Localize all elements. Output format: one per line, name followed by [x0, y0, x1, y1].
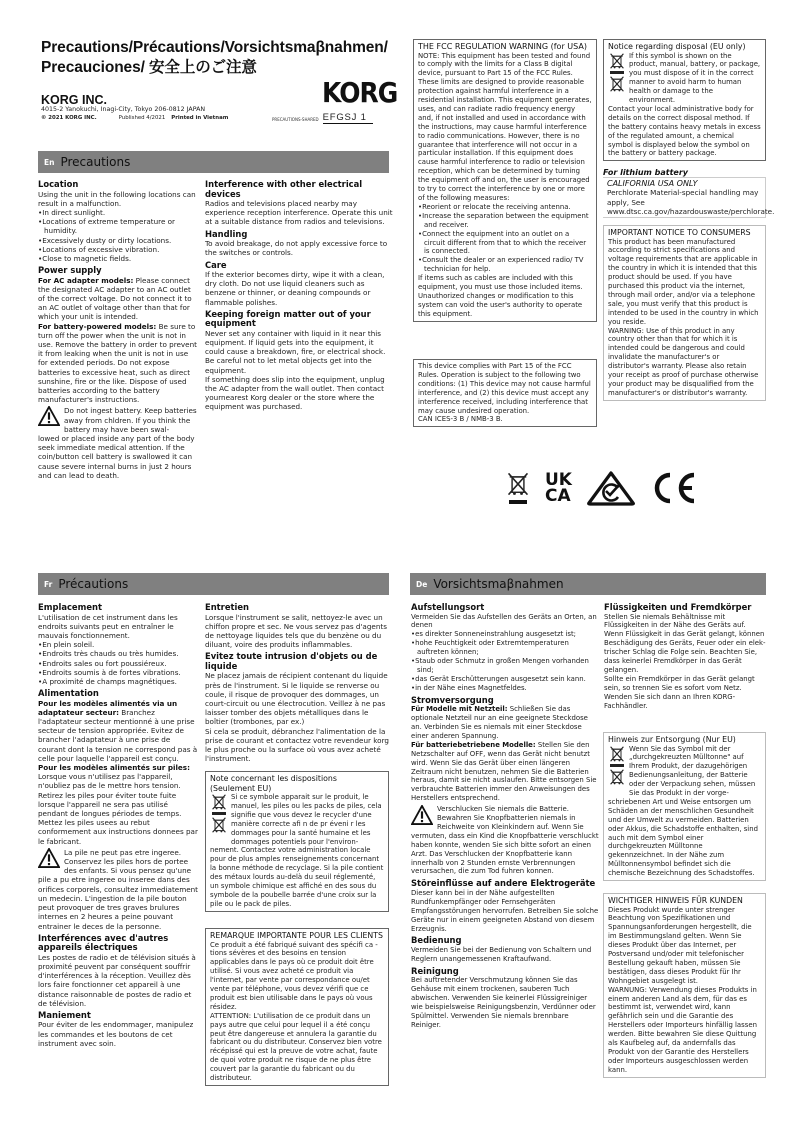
consumers-notice-box: [603, 225, 766, 401]
disposal-text-2: Contact your local administrative body for details on the correct disposal method. If the battery contains heavy metals in excess of the regulated amount, a chemical symbol is displayed below the symbol on the battery or battery package.: [608, 104, 761, 158]
de-battery-label: Für batteriebetriebene Modelle:: [411, 740, 536, 749]
fr-disposal-title: Note concernant les dispositions (Seulement EU): [210, 774, 337, 793]
section-header-en: [38, 151, 389, 173]
fr-battery-body: Lorsque vous n'utilisez pas l'appareil, n'oubliez pas de le mettre hors tension. Retirez les piles pour éviter toute fuite lorsque l'appareil ne sera pas utilisé pendant de longues périodes de temps. Mettez les piles usees au rebut conformement aux instructions donnees par le fabricant.: [38, 772, 198, 846]
compliance-marks: [505, 470, 698, 506]
reinigung-text: Bei auftretender Verschmutzung können Sie das Gehäuse mit einem trockenen, sauberen Tuch abwischen. Verwenden Sie keinerlei Flüssigreiniger wie beispielsweise Reinigungsbenzin, Verdünner oder Spülmittel. Verwenden Sie niemals brennbare Reiniger.: [411, 976, 596, 1029]
fr-clients-text-1: Ce produit a été fabriqué suivant des spécifi ca -tions sévères et des besoins en tension applicables dans le pays où ce produit doit être utilisé. Si vous avez acheté ce produit via l'internet, par vente par correspondance ou/et vente par téléphone, vous devez vérifi que ce produit est bien utilisable dans le pays où vous résidez.: [210, 940, 378, 1011]
fr-clients-text-2: ATTENTION: L'utilisation de ce produit dans un pays autre que celui pour lequel il a été conçu peut être dangereuse et annulera la garantie du fabricant ou du distributeur. Conservez bien votre récépissé qui est la preuve de votre achat, faute de quoi votre produit ne risque de ne plus être couvert par la garantie du fabricant ou du distributeur.: [210, 1011, 382, 1083]
foreign-text-2: If something does slip into the equipment, unplug the AC adapter from the wall outlet. Then contact yournearest Korg dealer or the store where the equipment was purchased.: [205, 374, 385, 412]
list-item: • Consult the dealer or an experienced radio/ TV technician for help.: [418, 256, 592, 274]
de-ac-body: Schließen Sie das optionale Netzteil nur an eine geeignete Steckdose an. Verbinden Sie es niemals mit einer Steckdose einer anderen Spannung.: [411, 705, 588, 740]
printed-in: Printed in Vietnam: [171, 115, 229, 121]
aufstellungsort-text: Vermeiden Sie das Aufstellen des Geräts an Orten, an denen: [411, 612, 597, 630]
de-column-2: [604, 600, 766, 710]
list-item: • es direkter Sonneneinstrahlung ausgesetzt ist;: [411, 630, 599, 639]
fr-ac-text: [38, 699, 198, 763]
fluessigkeiten-text-2: Sollte ein Fremdkörper in das Gerät gelangt sein, so trennen Sie es sofort vom Netz. Wenden Sie sich dann an Ihren KORG-Fachhändler.: [604, 674, 755, 710]
ukca-mark: [545, 472, 572, 504]
fcc-compliance-box: [413, 359, 597, 427]
de-customers-text-2: WARNUNG: Verwendung dieses Produkts in einem anderen Land als dem, für das es bestimmt ist, verwendet wird, kann gefährlich sein und die Garantie des Herstellers oder Importeurs hinfällig lassen werden. Bitte bewahren Sie diese Quittung als Kaufbeleg auf, da andernfalls das Produkt von der Garantie des Herstellers oder Importeurs ausgeschlossen werden kann.: [608, 985, 757, 1074]
section-title-fr: Précautions: [58, 577, 129, 591]
fcc-warning-box: [413, 39, 597, 322]
eu-disposal-box: [603, 39, 766, 161]
entretien-text: Lorsque l'instrument se salit, nettoyez-le avec un chiffon propre et sec. Ne vous servez pas d'agents de nettoyage liquides tels que du benzène ou du diluant, voire des produits inflammables.: [205, 612, 387, 650]
intrusion-text-2: Si cela se produit, débranchez l'alimentation de la prise de courant et contactez votre revendeur korg le plus proche ou la surface où vous avez acheté l'instrument.: [205, 726, 389, 764]
ac-adapter-text: [38, 276, 198, 322]
de-customers-text-1: Dieses Produkt wurde unter strenger Beachtung von Spezifikationen und Spannungsanforderungen hergestellt, die im Bestimmungsland gelten. Wenn Sie dieses Produkt über das Internet, per Postversand und/oder mit telefonischer Bestellung gekauft haben, müssen Sie bestätigen, dass dieses Produkt für Ihr Wohngebiet ausgelegt ist.: [608, 905, 752, 985]
fcc-text: NOTE: This equipment has been tested and found to comply with the limits for a Class B digital device, pursuant to Part 15 of the FCC Rules. These limits are designed to provide reasonable protection against harmful interference in a residential installation. This equipment generates, uses, and can radiate radio frequency energy and, if not installed and used in accordance with the instructions, may cause harmful interference to radio communications. However, there is no guarantee that interference will not occur in a particular installation. If this equipment does cause harmful interference to radio or television reception, which can be determined by turning the equipment off and on, the user is encouraged to try to correct the interference by one or more of the following measures:: [418, 51, 592, 202]
fr-interference-text: Les postes de radio et de télévision situés à proximité peuvent par conséquent souffrir d'interférences à la réception. Veuillez dès lors faire fonctionner cet appareil à une distance raisonnable de postes de radio et de télévision.: [38, 952, 196, 1008]
fr-column-1: [38, 600, 198, 1048]
location-list: [38, 208, 198, 263]
en-column-2: [205, 177, 393, 412]
title-line-1: Precautions/Précautions/Vorsichtsmaβnahmen/: [41, 39, 388, 56]
korg-logo: KORG: [322, 76, 398, 109]
location-text: Using the unit in the following locations can result in a malfunction.: [38, 189, 196, 208]
weee-bin-icon: [505, 471, 531, 505]
fr-clients-box: [205, 928, 389, 1086]
crossed-bin-icon: [609, 745, 625, 763]
warning-text-2: lowed or placed inside any part of the body seek immediate medical attention. If the coin/button cell battery is swallowed it can cause severe internal burns in just 2 hours and can lead to death.: [38, 434, 195, 480]
fr-battery-label: Pour les modèles alimentés sur piles:: [38, 763, 190, 773]
section-header-fr: [38, 573, 389, 595]
heading-power-supply: Power supply: [38, 265, 102, 276]
lithium-section: [603, 168, 775, 218]
list-item: • in der Nähe eines Magnetfeldes.: [411, 684, 599, 693]
list-item: • Excessively dusty or dirty locations.: [38, 236, 198, 245]
heading-location: Location: [38, 179, 79, 189]
heading-reinigung: Reinigung: [411, 965, 459, 976]
foreign-text-1: Never set any container with liquid in it near this equipment. If liquid gets into the equipment, it could cause a breakdown, fire, or electrical shock. Be careful not to let metal objects get into the equipment.: [205, 328, 386, 375]
company-address: 4015-2 Yanokuchi, Inagi-City, Tokyo 206-0812 JAPAN: [41, 106, 206, 113]
heading-emplacement: Emplacement: [38, 602, 102, 612]
disposal-symbols: [608, 745, 626, 798]
fr-battery-text: [38, 763, 198, 846]
fr-battery-warning: [38, 848, 198, 876]
doc-code-value: EFGSJ 1: [323, 112, 373, 124]
publication-info: [41, 115, 228, 121]
battery-body: Be sure to turn off the power when the unit is not in use. Remove the battery in order to prevent it from leaking when the unit is not in use for extended periods. Do not expose batteries to excessive heat, such as direct sunshine, fire or the like. Dispose of used batteries according to the battery manufacturer's instructions.: [38, 321, 197, 405]
emplacement-text: L'utilisation de cet instrument dans les endroits suivants peut en entraîner le mauvais fonctionnement.: [38, 612, 178, 640]
fr-column-2: [205, 600, 393, 763]
heading-foreign-matter: Keeping foreign matter out of your equipment: [205, 308, 371, 329]
bedienung-text: Vermeiden Sie bei der Bedienung von Schaltern und Reglern unangemessenen Kraftaufwand.: [411, 945, 592, 963]
document-title: [41, 38, 388, 78]
list-item: • A proximité de champs magnétiques.: [38, 677, 198, 686]
fluessigkeiten-text-1: Stellen Sie niemals Behältnisse mit Flüssigkeiten in der Nähe des Geräts auf. Wenn Flüssigkeit in das Gerät gelangt, können Beschädigung des Geräts, Feuer oder ein elek-trischer Schlag die Folge sein. Beachten Sie, dass keinerlei Fremdkörper in das Gerät gelangen.: [604, 612, 766, 674]
list-item: • Increase the separation between the equipment and receiver.: [418, 212, 592, 230]
lang-tag-de: De: [416, 579, 428, 589]
crossed-bin-icon: [211, 793, 227, 811]
de-disposal-text-1: Wenn Sie das Symbol mit der „durchgekreuzten Mülltonne" auf Ihrem Produkt, der dazugehörigen Bedienungsanleitung, der Batterie oder der Verpackung sehen, müssen Sie das Produkt in der vorge-: [629, 744, 756, 798]
maniement-text: Pour éviter de les endommager, manipulez les commandes et les boutons de cet instrument avec soin.: [38, 1020, 194, 1048]
interference-text: Radios and televisions placed nearby may experience reception interference. Operate this unit at a suitable distance from radios and televisions.: [205, 199, 393, 227]
consumers-text-1: This product has been manufactured according to strict specifications and voltage requirements that are applicable in the country in which it is intended that this product should be used. If you have purchased this product via the internet, through mail order, and/or via a telephone sale, you must verify that this product is intended to be used in the country in which you reside.: [608, 237, 759, 326]
section-header-de: [410, 573, 766, 595]
fr-ac-body: Branchez l'adaptateur secteur mentionné à une prise secteur de tension appropriée. Evitez de brancher l'adaptateur à une prise de courant dont la tension ne correspond pas à celle pour laquelle l'appareil est conçu.: [38, 707, 198, 763]
california-box: [603, 177, 775, 218]
heading-intrusion: Evitez toute intrusion d'objets ou de liquide: [205, 651, 378, 671]
care-text: If the exterior becomes dirty, wipe it with a clean, dry cloth. Do not use liquid cleaners such as benzene or thinner, or deaning compounds or flammable polishes.: [205, 270, 385, 307]
list-item: • Endroits très chauds ou très humides.: [38, 649, 198, 658]
stoereinfluesse-text: Dieser kann bei in der Nähe aufgestellten Rundfunkempfänger oder Fernsehgeräten Empfangsstörungen hervorrufen. Betreiben Sie solche Geräte nur in einem geeigneten Abstand von diesem Erzeugnis.: [411, 888, 599, 933]
list-item: • Staub oder Schmutz in großen Mengen vorhanden sind;: [411, 657, 599, 675]
california-title: CALIFORNIA USA ONLY: [607, 179, 698, 189]
crossed-bin-icon: [609, 75, 625, 93]
published-date: Published 4/2021: [118, 115, 166, 121]
de-ac-label: Für Modelle mit Netzteil:: [411, 705, 508, 714]
lithium-title: For lithium battery: [603, 168, 688, 177]
rcm-mark-icon: [586, 470, 636, 506]
bar-icon: [212, 812, 226, 815]
de-battery-body: Stellen Sie den Netzschalter auf OFF, wenn das Gerät nicht benutzt wird. Wenn Sie das Gerät über einen längeren Zeitraum nicht benutzen, nehmen Sie die Batterien heraus, damit sie nicht auslaufen. Bitte entsorgen Sie verbrauchte Batterien immer den Anweisungen des Herstellers entsprechend.: [411, 740, 597, 803]
consumers-text-2: WARNING: Use of this product in any country other than that for which it is intended could be dangerous and could invalidate the manufacturer's or distributor's warranty. Please also retain your receipt as proof of purchase otherwise your product may be disqualified from the manufacturer's or distributor's warranty.: [608, 326, 759, 397]
ac-label: For AC adapter models:: [38, 275, 134, 285]
de-customers-title: WICHTIGER HINWEIS FÜR KUNDEN: [608, 896, 743, 905]
ices-text: CAN ICES-3 B / NMB-3 B.: [418, 415, 503, 424]
ce-mark-icon: [650, 471, 698, 505]
heading-alimentation: Alimentation: [38, 688, 99, 699]
fr-disposal-row: [210, 793, 384, 846]
list-item: • Endroits soumis à de fortes vibrations.: [38, 668, 198, 677]
perchlorate-text: Perchlorate Material-special handling may apply, See www.dtsc.ca.gov/hazardouswaste/perchlorate.: [607, 188, 775, 216]
warning-triangle-icon: [38, 406, 60, 426]
fr-warning-text-2: pile a pu etre ingeree ou inseree dans des orifices corporels, consultez immediatement un medecin. L'ingestion de la pile bouton peut provoquer de tres graves brulures internes en 2 heures a peine pouvant entrainer le deces de la personne.: [38, 875, 198, 931]
list-item: • Reorient or relocate the receiving antenna.: [418, 203, 592, 212]
de-battery-warning: [411, 805, 599, 832]
disposal-symbols: [608, 52, 626, 105]
handling-text: To avoid breakage, do not apply excessive force to the switches or controls.: [205, 239, 388, 258]
fcc-measures: [418, 203, 592, 274]
emplacement-list: [38, 640, 198, 686]
de-warning-text-1: Verschlucken Sie niemals die Batterie. Bewahren Sie Knopfbatterien niemals in Reichweite von Kleinkindern auf. Wenn Sie: [437, 805, 584, 831]
section-title-en: Precautions: [60, 155, 131, 169]
aufstellungsort-list: [411, 630, 599, 692]
copyright: © 2021 KORG INC.: [41, 115, 97, 121]
heading-interference: Interference with other electrical devices: [205, 179, 363, 199]
heading-interferences: Interférences avec d'autres appareils électriques: [38, 932, 169, 953]
warning-text-1: Do not ingest battery. Keep batteries away from chldren. If you think the battery may have been swal-: [64, 406, 197, 434]
california-content: [603, 178, 778, 217]
battery-text: [38, 322, 198, 405]
battery-warning: [38, 406, 198, 434]
warning-triangle-icon: [38, 848, 60, 868]
fr-ac-label: Pour les modèles alimentés via un adaptateur secteur:: [38, 698, 178, 717]
fcc-compliance-text: This device complies with Part 15 of the FCC Rules. Operation is subject to the following two conditions: (1) This device may not cause harmful interference, and (2) this device must accept any interference received, including interference that may cause undesired operation.: [418, 362, 591, 415]
lang-tag-fr: Fr: [44, 579, 53, 589]
fcc-cables-text: If items such as cables are included with this equipment, you must use those included items.: [418, 274, 583, 292]
heading-stromversorgung: Stromversorgung: [411, 694, 494, 705]
disposal-symbols: [210, 793, 228, 846]
title-line-2: Precauciones/ 安全上のご注意: [41, 59, 257, 76]
list-item: • Locations of excessive vibration.: [38, 245, 198, 254]
heading-care: Care: [205, 259, 227, 270]
heading-maniement: Maniement: [38, 1009, 91, 1020]
bar-icon: [610, 764, 624, 767]
disposal-text-1: If this symbol is shown on the product, manual, battery, or package, you must dispose of it in the correct manner to avoid harm to human health or damage to the environment.: [629, 51, 761, 105]
heading-fluessigkeiten: Flüssigkeiten und Fremdkörper: [604, 602, 752, 612]
de-disposal-title: Hinweis zur Entsorgung (Nur EU): [608, 735, 736, 744]
de-disposal-text-2: schriebenen Art und Weise entsorgen um Schäden an der menschlichen Gesundheit und der Umwelt zu vermeiden. Batterien oder Akkus, die Schadstoffe enthalten, sind auch mit dem Symbol einer durchgekreuzten Mülltonne gekennzeichnet. In der Nähe zum Mülltonnensymbol befindet sich die chemische Bezeichnung des Schadstoffes.: [608, 797, 758, 878]
warning-triangle-icon: [411, 805, 433, 825]
list-item: • Endroits sales ou fort poussiéreux.: [38, 659, 198, 668]
doc-code-label: PRECAUTIONS-SHARED: [272, 117, 319, 122]
list-item: • Close to magnetic fields.: [38, 254, 198, 263]
consumers-title: IMPORTANT NOTICE TO CONSUMERS: [608, 228, 751, 237]
fr-disposal-text-1: Si ce symbole apparait sur le produit, le manuel, les piles ou les packs de piles, cela signifie que vous devez le recycler d'une manière correcte afi n de pr éveni r les dommages pour la santé humaine et les dommages potentiels pour l'environ-: [231, 793, 382, 846]
section-title-de: Vorsichtsmaβnahmen: [433, 577, 564, 591]
fr-warning-text-1: La pile ne peut pas etre ingeree. Conservez les piles hors de portee des enfants. Si vous pensez qu'une: [64, 847, 192, 876]
de-warning-text-2: vermuten, dass ein Kind die Knopfbatterie verschluckt haben konnte, wenden Sie sich bitte sofort an einen Arzt. Das Verschlucken der Knopfbatterie kann innerhalb von 2 Stunden ernste Verbrennungen verursachen, die zum Tod fuhren konnen.: [411, 831, 599, 876]
fr-disposal-box: [205, 771, 389, 912]
de-disposal-row: [608, 745, 761, 798]
heading-entretien: Entretien: [205, 602, 250, 612]
ukca-line-2: CA: [545, 486, 571, 506]
intrusion-text-1: Ne placez jamais de récipient contenant du liquide près de l'instrument. Si le liquide se renverse ou coule, il risque de provoquer des dommages, un court-circuit ou une électrocution. Veillez à ne pas laisser tomber des objets métalliques dans le boîtier (trombones, par ex.): [205, 671, 388, 727]
list-item: • En plein soleil.: [38, 640, 198, 649]
list-item: • In direct sunlight.: [38, 208, 198, 217]
heading-stoereinfluesse: Störeinflüsse auf andere Elektrogeräte: [411, 878, 596, 889]
battery-label: For battery-powered models:: [38, 321, 157, 331]
ukca-line-1: UK: [545, 470, 572, 490]
lang-tag-en: En: [44, 157, 55, 167]
company-name: KORG INC.: [41, 93, 107, 107]
crossed-bin-icon: [609, 52, 625, 70]
eu-disposal-title: Notice regarding disposal (EU only): [608, 42, 746, 51]
en-column-1: [38, 177, 198, 480]
crossed-bin-icon: [211, 816, 227, 834]
list-item: • hohe Feuchtigkeit oder Extremtemperaturen auftreten können;: [411, 639, 599, 657]
crossed-bin-icon: [609, 768, 625, 786]
heading-aufstellungsort: Aufstellungsort: [411, 602, 485, 612]
fcc-unauthorized-text: Unauthorized changes or modification to this system can void the user's authority to operate this equipment.: [418, 291, 583, 318]
de-disposal-box: [603, 732, 766, 881]
list-item: • Locations of extreme temperature or humidity.: [38, 217, 198, 235]
heading-handling: Handling: [205, 228, 248, 239]
fr-clients-title: REMARQUE IMPORTANTE POUR LES CLIENTS: [210, 931, 383, 940]
de-customers-box: [603, 893, 766, 1078]
heading-bedienung: Bedienung: [411, 935, 462, 946]
fcc-title: THE FCC REGULATION WARNING (for USA): [418, 42, 587, 51]
de-battery-text: [411, 741, 599, 803]
list-item: • Connect the equipment into an outlet on a circuit different from that to which the receiver is connected.: [418, 230, 592, 257]
de-column-1: [411, 600, 599, 1030]
fr-disposal-text-2: nement. Contactez votre administration locale pour de plus amples renseignements concernant la bonne méthode de recyclage. Si la pile contient des métaux lourds au-delà du seuil réglementé, un symbole chimique est affiché en des sous du symbole de la poubelle barrée d'une croix sur la pile ou le pack de piles.: [210, 846, 384, 908]
ac-body: Please connect the designated AC adapter to an AC outlet of the correct voltage. Do not connect it to an AC outlet of voltage other than that for which your unit is intended.: [38, 275, 192, 322]
bar-icon: [610, 71, 624, 74]
disposal-symbols-row: [608, 52, 761, 105]
de-ac-text: [411, 705, 599, 741]
doc-code: [272, 112, 373, 124]
list-item: • das Gerät Erschütterungen ausgesetzt sein kann.: [411, 675, 599, 684]
